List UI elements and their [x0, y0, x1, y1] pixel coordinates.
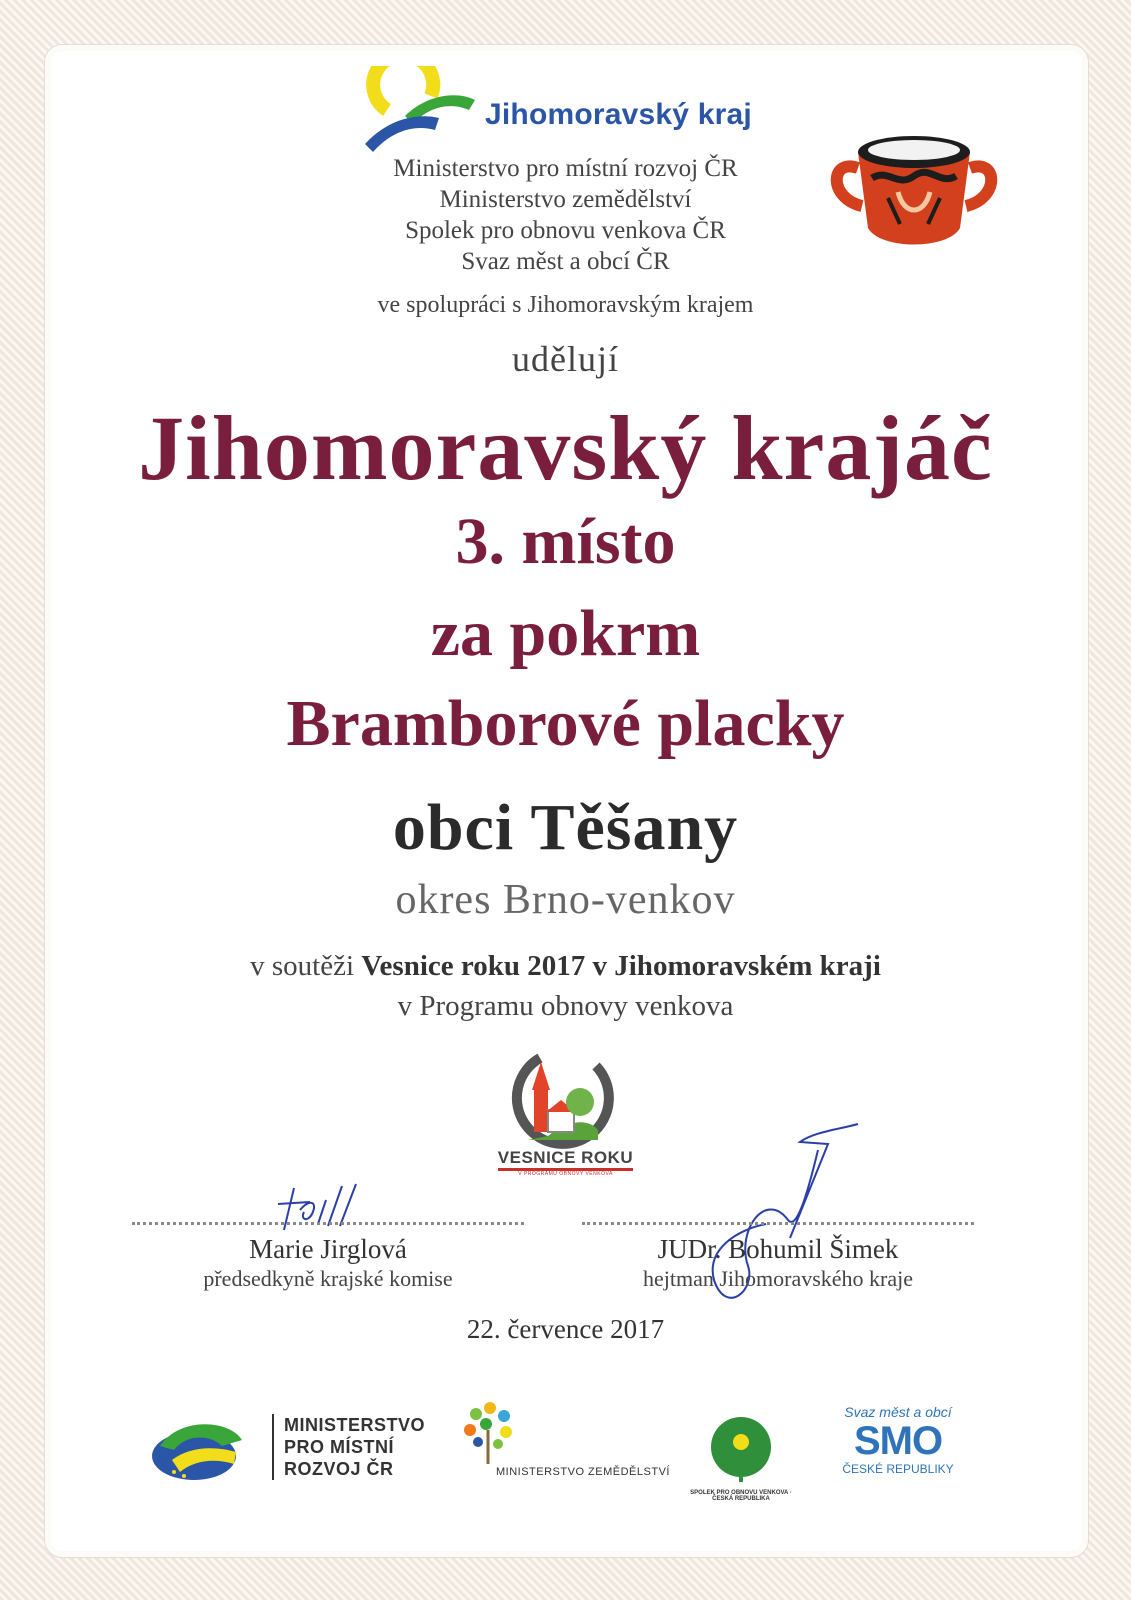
- program-line: v Programu obnovy venkova: [397, 990, 734, 1022]
- mmr-logo: [150, 1410, 430, 1490]
- organizer-line: Ministerstvo pro místní rozvoj ČR: [393, 155, 738, 182]
- mmr-line: ROZVOJ ČR: [284, 1459, 394, 1479]
- dish-name: Bramborové placky: [286, 687, 845, 760]
- vesnice-roku-label-wrap: [0, 1148, 1131, 1177]
- mmr-line: MINISTERSTVO: [284, 1415, 426, 1435]
- village-name: obci Těšany: [392, 791, 739, 864]
- brand-name: Jihomoravský kraj: [485, 98, 752, 131]
- spolek-emblem-icon: [686, 1392, 796, 1502]
- mmr-emblem-icon: [150, 1416, 250, 1486]
- contest-name: Vesnice roku 2017 v Jihomoravském kraji: [361, 950, 881, 982]
- jihomoravsky-kraj-logo: [365, 66, 755, 156]
- mmr-text: [272, 1414, 425, 1480]
- vesnice-roku-sublabel: V PROGRAMU OBNOVY VENKOVA: [518, 1171, 613, 1177]
- signature-left-image: [270, 1180, 380, 1240]
- tree-icon: [456, 1400, 526, 1466]
- award-title: Jihomoravský krajáč: [138, 397, 993, 499]
- award-for-dish: za pokrm: [430, 597, 701, 670]
- signature-line-left: [132, 1222, 524, 1225]
- contest-line: [0, 950, 1131, 983]
- signatory-role-left: předsedkyně krajské komise: [203, 1266, 453, 1291]
- organizer-line: Spolek pro obnovu venkova ČR: [405, 217, 726, 244]
- mmr-line: PRO MÍSTNÍ: [284, 1437, 395, 1457]
- district-name: okres Brno-venkov: [395, 877, 736, 923]
- spolek-text: SPOLEK PRO OBNOVU VENKOVA · ČESKÁ REPUBLIKA: [690, 1490, 792, 1502]
- signatory-name-left: Marie Jirglová: [249, 1234, 407, 1264]
- smo-top-text: Svaz měst a obcí: [844, 1404, 952, 1420]
- mze-logo: [456, 1400, 670, 1490]
- collaboration-line: ve spolupráci s Jihomoravským krajem: [377, 292, 754, 318]
- mze-text: MINISTERSTVO ZEMĚDĚLSTVÍ: [496, 1466, 670, 1478]
- spolek-logo: [686, 1392, 796, 1502]
- kraj-logo-icon: [365, 66, 485, 156]
- organizers-list: [0, 153, 1131, 277]
- vesnice-roku-label: VESNICE ROKU: [498, 1148, 633, 1171]
- organizer-line: Svaz měst a obcí ČR: [461, 248, 670, 275]
- smo-bottom-text: ČESKÉ REPUBLIKY: [842, 1462, 954, 1476]
- smo-logo: [838, 1404, 958, 1484]
- signature-line-right: [582, 1222, 974, 1225]
- signatory-role-right: hejtman Jihomoravského kraje: [642, 1266, 914, 1291]
- contest-prefix: v soutěži: [250, 950, 355, 982]
- award-date: 22. července 2017: [466, 1314, 665, 1344]
- signatory-name-right: JUDr. Bohumil Šimek: [657, 1234, 899, 1264]
- award-place: 3. místo: [455, 505, 676, 578]
- award-verb: udělují: [512, 339, 619, 379]
- smo-mark: SMO: [853, 1419, 943, 1463]
- organizer-line: Ministerstvo zemědělství: [439, 186, 692, 213]
